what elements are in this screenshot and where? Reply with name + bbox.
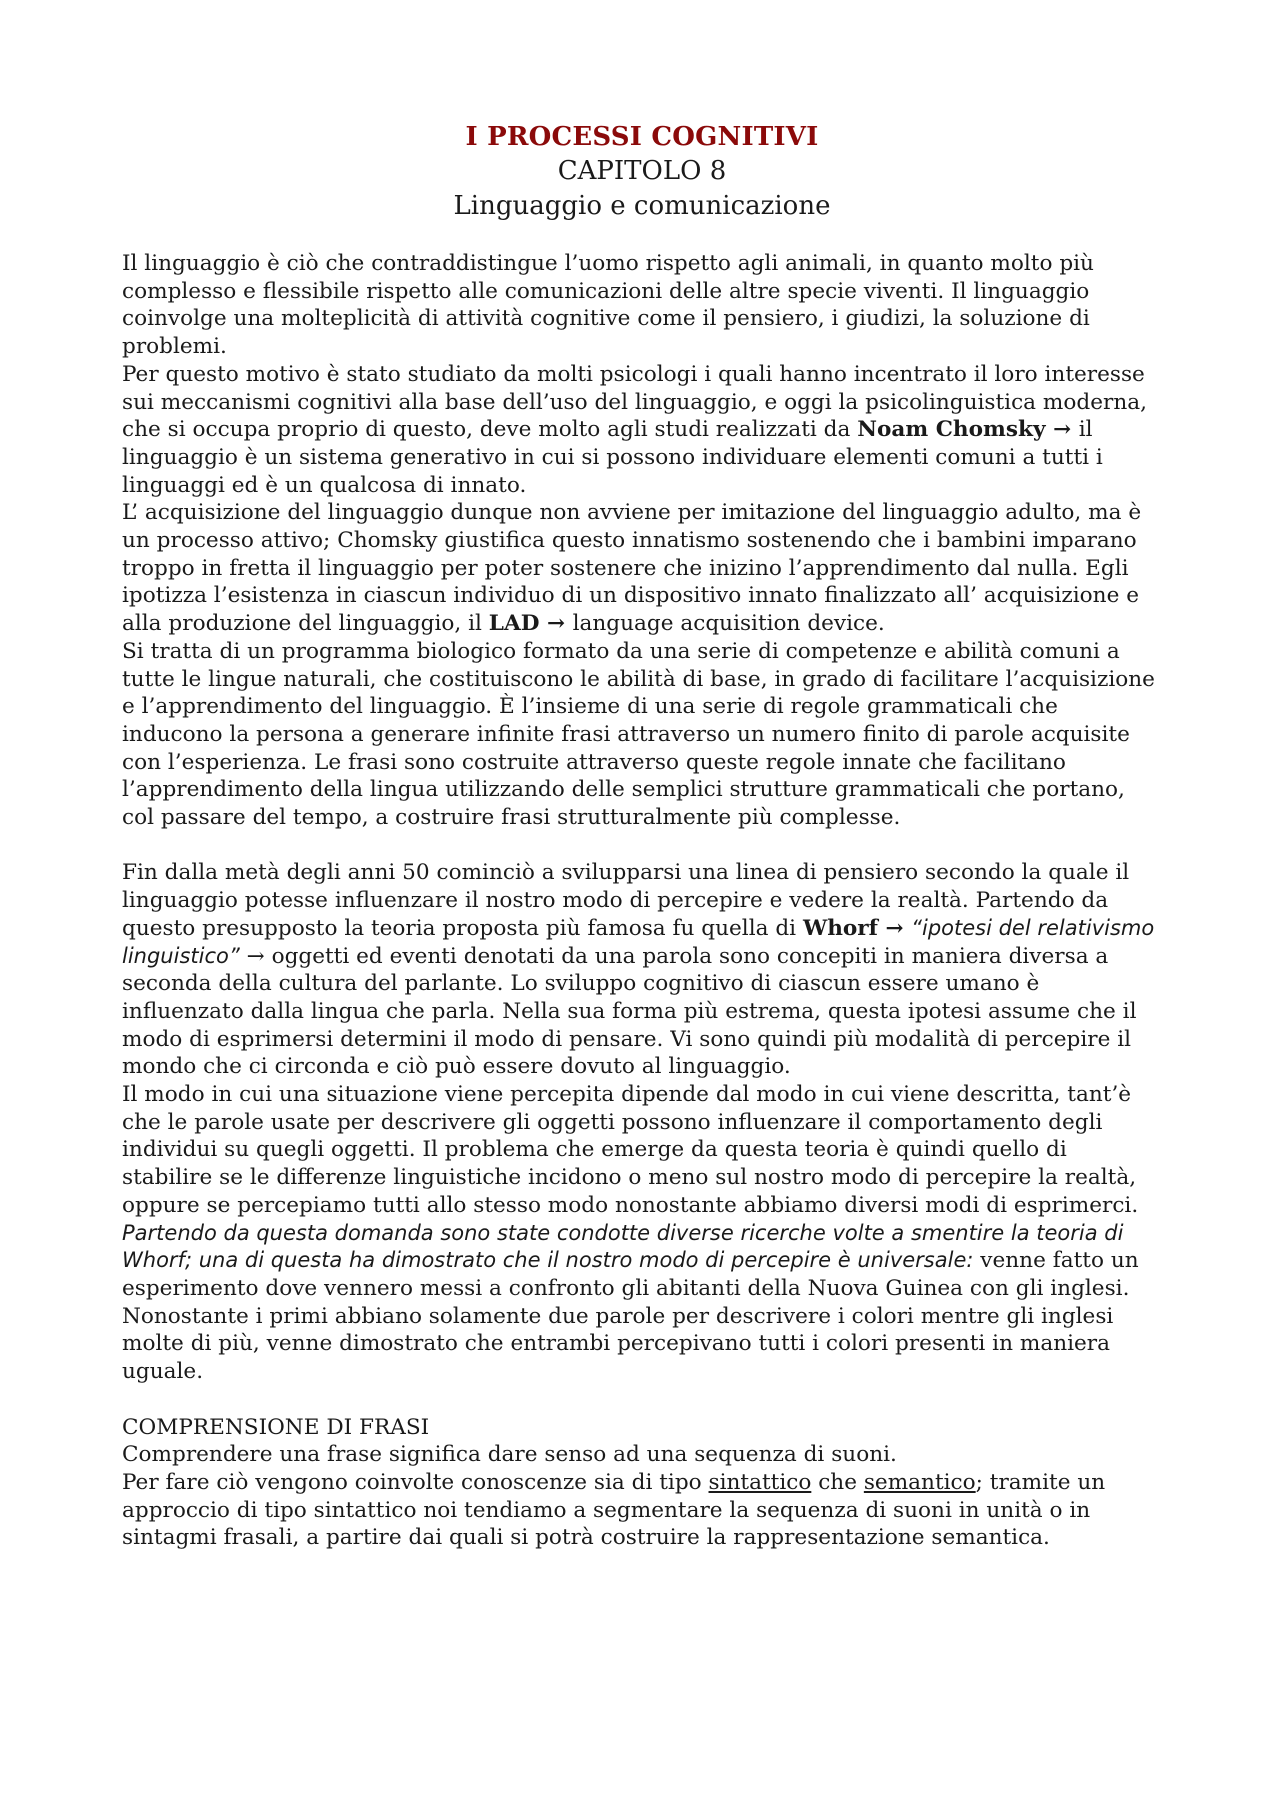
paragraph-text: language acquisition device. — [572, 611, 885, 637]
paragraph-text: Per questo motivo è stato studiato da molti psicologi i quali hanno incentrato il loro interesse sui meccanismi cognitivi alla base dell’uso del linguaggio, e oggi la psicolinguistica moderna, che si occupa proprio di questo, deve molto agli studi realizzati da — [122, 361, 1147, 443]
section-heading-comprensione: COMPRENSIONE DI FRASI — [122, 1414, 430, 1440]
document-body — [122, 250, 1162, 1552]
paragraph-sintattico — [122, 1469, 1162, 1552]
paragraph-text: Fin dalla metà degli anni 50 cominciò a svilupparsi una linea di pensiero secondo la quale il linguaggio potesse influenzare il nostro modo di percepire e vedere la realtà. Partendo da questo presupposto la teoria proposta più famosa fu quella di — [122, 860, 1130, 941]
paragraph-programma — [122, 638, 1162, 832]
bold-term-chomsky: Noam Chomsky — [857, 417, 1046, 443]
chapter-subtitle: Linguaggio e comunicazione — [453, 191, 831, 221]
arrow-glyph: → — [877, 915, 912, 941]
arrow-glyph: → — [239, 943, 272, 969]
paragraph-comprendere — [122, 1441, 1162, 1469]
paragraph-text: Comprendere una frase significa dare senso ad una sequenza di suoni. — [122, 1442, 897, 1468]
paragraph-text: Il modo in cui una situazione viene percepita dipende dal modo in cui viene descritta, tant’è che le parole usate per descrivere gli oggetti possono influenzare il comportamento degli individui su quegli oggetti. Il problema che emerge da questa teoria è quindi quello di stabilire se le differenze linguistiche incidono o meno sul nostro modo di percepire la realtà, oppure se percepiamo tutti allo stesso modo nonostante abbiamo diversi modi di esprimerci. — [122, 1082, 1139, 1218]
paragraph-text: ; tramite un approccio di tipo sintattico noi tendiamo a segmentare la sequenza di suoni in unità o in sintagmi frasali, a partire dai quali si potrà costruire la rappresentazione semantica. — [122, 1469, 1106, 1551]
italic-term-relativismo: “ipotesi del relativismo linguistico” — [122, 915, 1155, 968]
paragraph-esperimento — [122, 1220, 1162, 1386]
bold-term-lad: LAD — [488, 611, 540, 637]
paragraph-text: Per fare ciò vengono coinvolte conoscenze sia di tipo — [122, 1469, 709, 1495]
paragraph-percezione — [122, 1081, 1162, 1220]
underlined-term-sintattico: sintattico — [708, 1469, 812, 1495]
paragraph-text: il linguaggio è un sistema generativo in cui si possono individuare elementi comuni a tutti i linguaggi ed è un qualcosa di innato. — [122, 417, 1103, 498]
document-header — [122, 120, 1162, 224]
bold-term-whorf: Whorf — [802, 915, 878, 941]
paragraph-chomsky — [122, 361, 1162, 500]
paragraph-text: che — [811, 1469, 864, 1495]
arrow-glyph: → — [1045, 417, 1079, 443]
paragraph-text: venne fatto un esperimento dove vennero messi a confronto gli abitanti della Nuova Guinea con gli inglesi. Nonostante i primi abbiano solamente due parole per descrivere i colori mentre gli inglesi molte di più, venne dimostrato che entrambi percepivano tutti i colori presenti in maniera uguale. — [122, 1248, 1139, 1385]
document-title: I PROCESSI COGNITIVI — [465, 122, 819, 152]
paragraph-text: L’ acquisizione del linguaggio dunque non avviene per imitazione del linguaggio adulto, ma è un processo attivo; Chomsky giustifica questo innatismo sostenendo che i bambini imparano troppo in fretta il linguaggio per poter sostenere che inizino l’apprendimento dal nulla. Egli ipotizza l’esistenza in ciascun individuo di un dispositivo innato finalizzato all’ acquisizione e alla produzione del linguaggio, il — [122, 500, 1142, 637]
paragraph-text: Il linguaggio è ciò che contraddistingue l’uomo rispetto agli animali, in quanto molto più complesso e flessibile rispetto alle comunicazioni delle altre specie viventi. Il linguaggio coinvolge una molteplicità di attività cognitive come il pensiero, i giudizi, la soluzione di problemi. — [122, 251, 1094, 360]
paragraph-whorf — [122, 859, 1162, 1081]
paragraph-text: oggetti ed eventi denotati da una parola sono concepiti in maniera diversa a seconda della cultura del parlante. Lo sviluppo cognitivo di ciascun essere umano è influenzato dalla lingua che parla. Nella sua forma più estrema, questa ipotesi assume che il modo di esprimersi determini il modo di pensare. Vi sono quindi più modalità di percepire il mondo che ci circonda e ciò può essere dovuto al linguaggio. — [122, 943, 1137, 1080]
paragraph-text: Si tratta di un programma biologico formato da una serie di competenze e abilità comuni a tutte le lingue naturali, che costituiscono le abilità di base, in grado di facilitare l’acquisizione e l’apprendimento del linguaggio. È l’insieme di una serie di regole grammaticali che inducono la persona a generare infinite frasi attraverso un numero finito di parole acquisite con l’esperienza. Le frasi sono costruite attraverso queste regole innate che facilitano l’apprendimento della lingua utilizzando delle semplici strutture grammaticali che portano, col passare del tempo, a costruire frasi strutturalmente più complesse. — [122, 638, 1155, 831]
italic-text: Partendo da questa domanda sono state condotte diverse ricerche volte a smentire la teoria di Whorf; una di questa ha dimostrato che il nostro modo di percepire è universale: — [122, 1220, 1124, 1273]
underlined-term-semantico: semantico — [863, 1469, 976, 1495]
paragraph-lad — [122, 499, 1162, 638]
paragraph-intro — [122, 250, 1162, 361]
chapter-label: CAPITOLO 8 — [557, 156, 727, 186]
arrow-glyph: → — [539, 611, 573, 637]
